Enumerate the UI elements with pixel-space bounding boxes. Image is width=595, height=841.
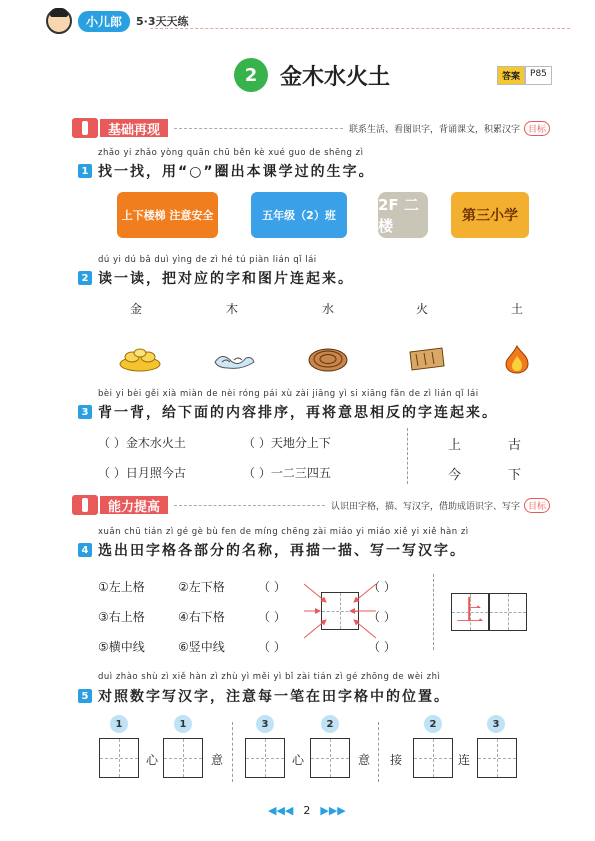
section-header-basics <box>72 118 550 138</box>
answer-blank[interactable]: （ ） <box>368 610 396 624</box>
gold-ingot-icon[interactable] <box>118 344 162 374</box>
book-icon <box>72 118 98 138</box>
q5-pinyin: duì zhào shù zì xiě hàn zì zhù yì měi yì bǐ zài tián zì gé zhōng de wèi zhì <box>98 672 441 682</box>
divider <box>174 505 325 506</box>
stairs-sign[interactable]: 上下楼梯 注意安全 <box>117 192 218 238</box>
pointer-arrows <box>300 574 380 648</box>
q4-pinyin: xuǎn chū tián zì gé gè bù fen de míng chēng zài miáo yi miáo xiě yi xiě hàn zì <box>98 527 469 537</box>
writing-grid[interactable] <box>413 738 453 778</box>
sort-item[interactable]: （ ）一二三四五 <box>243 466 331 480</box>
word-char: 意 <box>358 753 371 767</box>
stroke-number-badge: 3 <box>487 715 505 733</box>
writing-grid[interactable] <box>99 738 139 778</box>
answer-blank[interactable]: （ ） <box>258 640 286 654</box>
trace-character: 上 <box>455 594 484 627</box>
question-text: 选出田字格各部分的名称，再描一描、写一写汉字。 <box>98 543 466 559</box>
char-tu[interactable]: 土 <box>511 302 524 316</box>
question-number: 2 <box>78 271 92 285</box>
writing-grid[interactable] <box>163 738 203 778</box>
grid-part-option[interactable]: ①左上格 <box>98 580 145 594</box>
q5-question <box>78 686 450 706</box>
answer-blank[interactable]: （ ） <box>368 640 396 654</box>
grid-part-option[interactable]: ③右上格 <box>98 610 145 624</box>
question-text: 对照数字写汉字，注意每一笔在田字格中的位置。 <box>98 689 450 705</box>
stroke-number-badge: 2 <box>321 715 339 733</box>
question-number: 1 <box>78 164 92 178</box>
page-number: 2 <box>303 804 311 817</box>
fire-icon[interactable] <box>500 344 534 374</box>
answer-reference[interactable] <box>497 66 552 85</box>
q2-pinyin: dú yi dú bǎ duì yìng de zì hé tú piàn lián qǐ lái <box>98 255 317 265</box>
divider <box>378 722 379 782</box>
writing-grid[interactable] <box>477 738 517 778</box>
word-char: 接 <box>390 753 403 767</box>
water-wave-icon[interactable] <box>212 344 256 374</box>
goal-tag: 目标 <box>524 121 550 136</box>
next-arrows-icon: ▶▶▶ <box>320 804 346 817</box>
opposite-char[interactable]: 下 <box>508 468 522 483</box>
stroke-number-badge: 2 <box>424 715 442 733</box>
word-char: 连 <box>458 753 471 767</box>
sort-item[interactable]: （ ）日月照今古 <box>98 466 186 480</box>
series-name: 5·3天天练 <box>136 15 189 28</box>
question-text: 背一背，给下面的内容排序，再将意思相反的字连起来。 <box>98 405 498 421</box>
question-text: 读一读，把对应的字和图片连起来。 <box>98 271 354 287</box>
grid-part-option[interactable]: ②左下格 <box>178 580 225 594</box>
answer-blank[interactable]: （ ） <box>368 580 396 594</box>
question-number: 4 <box>78 543 92 557</box>
book-icon <box>72 495 98 515</box>
answer-blank[interactable]: （ ） <box>258 610 286 624</box>
answer-blank[interactable]: （ ） <box>258 580 286 594</box>
divider <box>433 574 434 650</box>
section-label: 能力提高 <box>100 496 168 514</box>
class-sign[interactable]: 五年级（2）班 <box>251 192 347 238</box>
char-shui[interactable]: 水 <box>322 302 335 316</box>
question-number: 5 <box>78 689 92 703</box>
divider <box>174 128 343 129</box>
school-sign[interactable]: 第三小学 <box>451 192 529 238</box>
brand-logo <box>46 8 189 34</box>
sort-item[interactable]: （ ）天地分上下 <box>243 436 331 450</box>
question-text: 找一找，用“○”圈出本课学过的生字。 <box>98 164 375 180</box>
divider <box>232 722 233 782</box>
opposite-char[interactable]: 今 <box>448 468 462 483</box>
char-jin[interactable]: 金 <box>130 302 143 316</box>
grid-part-option[interactable]: ⑥竖中线 <box>178 640 225 654</box>
opposite-char[interactable]: 古 <box>508 438 522 453</box>
prev-arrows-icon: ◀◀◀ <box>268 804 294 817</box>
section-goal: 认识田字格，描、写汉字，借助成语识字、写字 <box>330 501 520 512</box>
sort-item[interactable]: （ ）金木水火土 <box>98 436 186 450</box>
grid-part-option[interactable]: ⑤横中线 <box>98 640 145 654</box>
lesson-title: 金木水火土 <box>280 64 391 90</box>
earth-soil-icon[interactable] <box>404 344 448 374</box>
word-char: 意 <box>211 753 224 767</box>
q1-pinyin: zhǎo yi zhǎo yòng quān chū běn kè xué guo de shēng zì <box>98 148 364 158</box>
section-goal: 联系生活、看图识字，背诵课文，积累汉字 <box>348 124 520 135</box>
q3-question <box>78 402 498 422</box>
writing-grid[interactable] <box>245 738 285 778</box>
stroke-number-badge: 1 <box>110 715 128 733</box>
boy-mascot-icon <box>46 8 72 34</box>
answer-label: 答案 <box>497 66 525 85</box>
floor-sign[interactable]: 2F 二楼 <box>378 192 428 238</box>
word-char: 心 <box>292 753 305 767</box>
tree-stump-icon[interactable] <box>306 344 350 374</box>
page-footer <box>268 804 346 817</box>
section-label: 基础再现 <box>100 119 168 137</box>
divider <box>407 428 408 484</box>
answer-page: P85 <box>525 66 552 85</box>
question-number: 3 <box>78 405 92 419</box>
word-char: 心 <box>146 753 159 767</box>
q2-question <box>78 268 354 288</box>
lesson-number-badge: 2 <box>234 58 268 92</box>
char-huo[interactable]: 火 <box>416 302 429 316</box>
grid-part-option[interactable]: ④右下格 <box>178 610 225 624</box>
goal-tag: 目标 <box>524 498 550 513</box>
stroke-number-badge: 3 <box>256 715 274 733</box>
section-header-improve <box>72 495 550 515</box>
stroke-number-badge: 1 <box>174 715 192 733</box>
brand-name: 小儿郎 <box>78 11 130 32</box>
q3-pinyin: bèi yi bèi gěi xià miàn de nèi róng pái xù zài jiāng yì si xiāng fǎn de zì lián qǐ lái <box>98 389 479 399</box>
q1-question <box>78 161 375 181</box>
char-mu[interactable]: 木 <box>226 302 239 316</box>
writing-grid[interactable] <box>489 593 527 631</box>
writing-grid[interactable] <box>310 738 350 778</box>
header-divider <box>150 28 570 29</box>
opposite-char[interactable]: 上 <box>448 438 462 453</box>
q4-question <box>78 540 466 560</box>
